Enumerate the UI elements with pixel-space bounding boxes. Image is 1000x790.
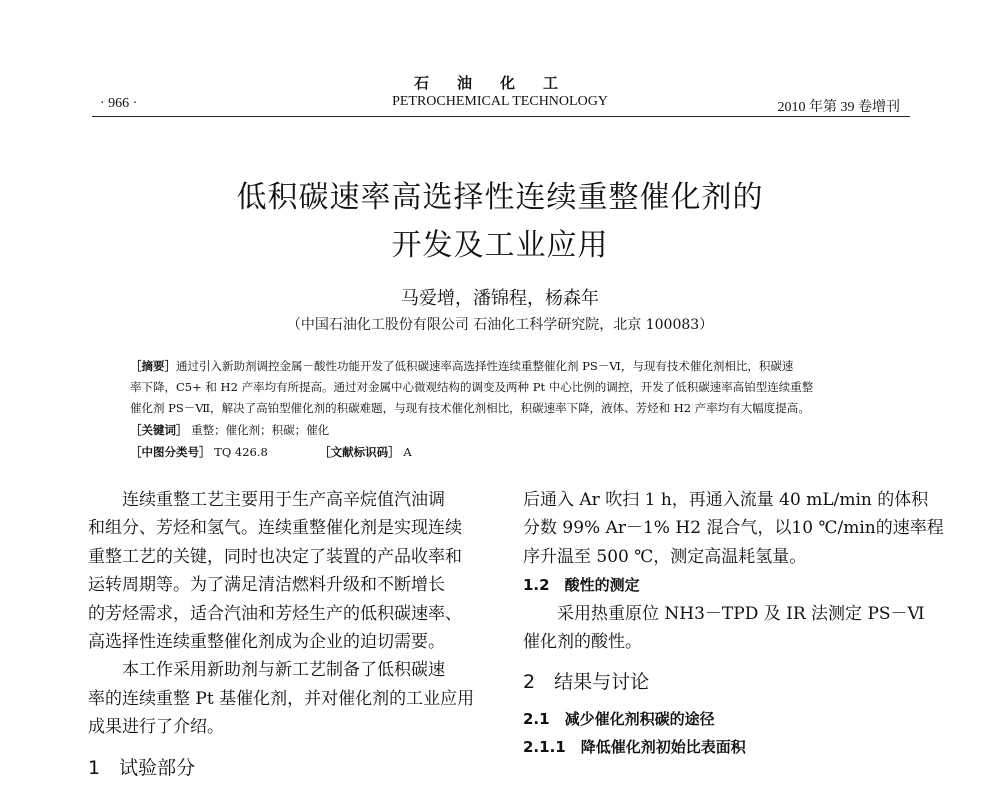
page-number: · 966 · xyxy=(100,96,138,111)
keywords-line xyxy=(130,420,329,440)
article-title-line-2: 开发及工业应用 xyxy=(391,228,609,263)
left-para1-line: 和组分、芳烃和氢气。连续重整催化剂是实现连续 xyxy=(88,518,462,539)
journal-title-en: PETROCHEMICAL TECHNOLOGY xyxy=(392,94,608,109)
keywords-label: ［关键词］ xyxy=(130,423,188,437)
right-para2-line: 催化剂的酸性。 xyxy=(523,632,642,653)
right-para2-line: 采用热重原位 NH3－TPD 及 IR 法测定 PS－Ⅵ xyxy=(557,603,925,624)
abstract-label: ［摘要］ xyxy=(130,359,176,373)
keywords: 重整；催化剂；积碳；催化 xyxy=(191,423,330,437)
class-value: TQ 426.8 xyxy=(214,445,268,459)
issue-info: 2010 年第 39 卷增刊 xyxy=(777,100,900,115)
abstract-line-1 xyxy=(130,356,793,376)
left-para1-line: 运转周期等。为了满足清洁燃料升级和不断增长 xyxy=(88,575,445,596)
left-column xyxy=(88,486,498,790)
left-para2-line: 率的连续重整 Pt 基催化剂，并对催化剂的工业应用 xyxy=(88,688,475,709)
left-para1-line: 重整工艺的关键，同时也决定了装置的产品收率和 xyxy=(88,546,462,567)
section-2-1-heading: 2.1 减少催化剂积碳的途径 xyxy=(523,709,715,728)
authors: 马爱增，潘锦程，杨森年 xyxy=(401,288,599,309)
classification-line xyxy=(130,442,412,462)
right-para1-line: 序升温至 500 ℃，测定高温耗氢量。 xyxy=(523,546,807,567)
right-para1-line: 后通入 Ar 吹扫 1 h，再通入流量 40 mL/min 的体积 xyxy=(523,490,929,510)
journal-title-cn: 石油化工 xyxy=(413,74,586,92)
header-rule xyxy=(92,116,910,117)
abstract-line-2: 率下降，C5+ 和 H2 产率均有所提高。通过对金属中心微观结构的调变及两种 Pt 中心比例的调控，开发了低积碳速率高铂型连续重整 xyxy=(130,380,814,394)
section-2-heading: 2 结果与讨论 xyxy=(523,671,650,694)
class-label: ［中图分类号］ xyxy=(130,445,211,459)
doc-code-label: ［文献标识码］ xyxy=(319,445,400,459)
left-para1-line: 高选择性连续重整催化剂成为企业的迫切需要。 xyxy=(88,632,445,653)
left-para1-line: 的芳烃需求，适合汽油和芳烃生产的低积碳速率、 xyxy=(88,603,462,624)
section-1-heading: 1 试验部分 xyxy=(88,756,196,779)
section-2-1-1-heading: 2.1.1 降低催化剂初始比表面积 xyxy=(523,738,746,757)
affiliation: （中国石油化工股份有限公司 石油化工科学研究院，北京 100083） xyxy=(286,317,714,333)
abstract-line-3: 催化剂 PS－Ⅶ，解决了高铂型催化剂的积碳难题，与现有技术催化剂相比，积碳速率下降，液体、芳烃和 H2 产率均有大幅度提高。 xyxy=(130,401,810,415)
abstract-text-1: 通过引入新助剂调控金属－酸性功能开发了低积碳速率高选择性连续重整催化剂 PS－Ⅵ，与现有技术催化剂相比，积碳速 xyxy=(176,359,794,373)
doc-code-value: A xyxy=(403,445,412,459)
left-para2-line: 成果进行了介绍。 xyxy=(88,717,224,738)
right-para1-line: 分数 99% Ar－1% H2 混合气，以10 ℃/min的速率程 xyxy=(523,518,944,539)
section-1-2-heading: 1.2 酸性的测定 xyxy=(523,576,640,595)
article-title-line-1: 低积碳速率高选择性连续重整催化剂的 xyxy=(236,180,764,215)
right-column xyxy=(523,486,944,762)
left-para2-line: 本工作采用新助剂与新工艺制备了低积碳速 xyxy=(122,660,445,681)
left-para1-line: 连续重整工艺主要用于生产高辛烷值汽油调 xyxy=(122,490,445,510)
